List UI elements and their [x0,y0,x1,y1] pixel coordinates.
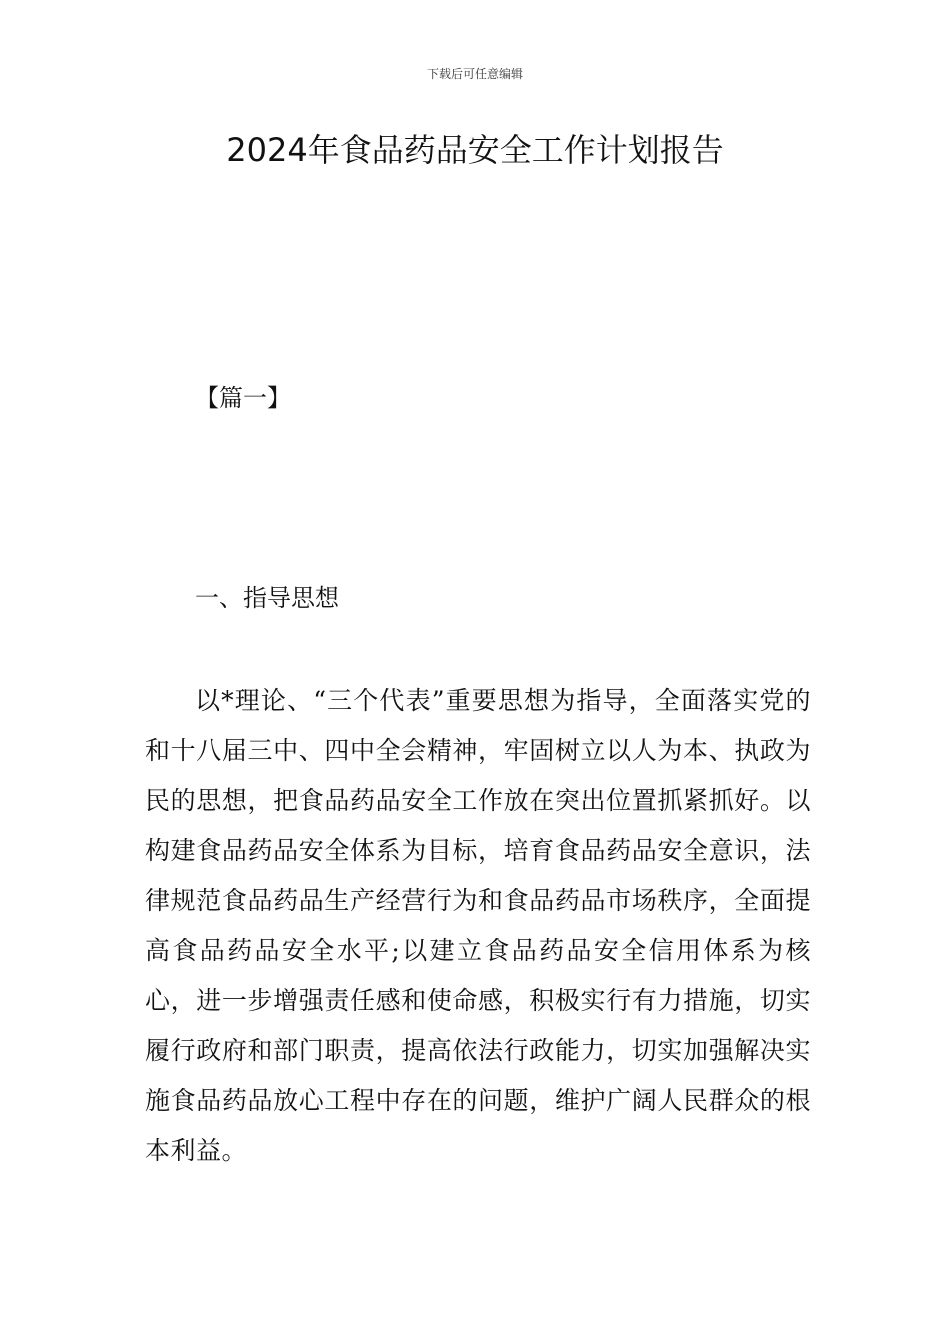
section-label: 【篇一】 [195,384,291,412]
document-title: 2024年食品药品安全工作计划报告 [226,131,724,169]
body-paragraph: 以*理论、“三个代表”重要思想为指导，全面落实党的和十八届三中、四中全会精神，牢固树立以人为本、执政为民的思想，把食品药品安全工作放在突出位置抓紧抓好。以构建食品药品安全体系为目标，培育食品药品安全意识，法律规范食品药品生产经营行为和食品药品市场秩序，全面提高食品药品安全水平;以建立食品药品安全信用体系为核心，进一步增强责任感和使命感，积极实行有力措施，切实履行政府和部门职责，提高依法行政能力，切实加强解决实施食品药品放心工程中存在的问题，维护广阔人民群众的根本利益。 [145,686,811,1165]
section-heading: 一、指导思想 [195,584,339,612]
page-header-note: 下载后可任意编辑 [426,67,523,81]
